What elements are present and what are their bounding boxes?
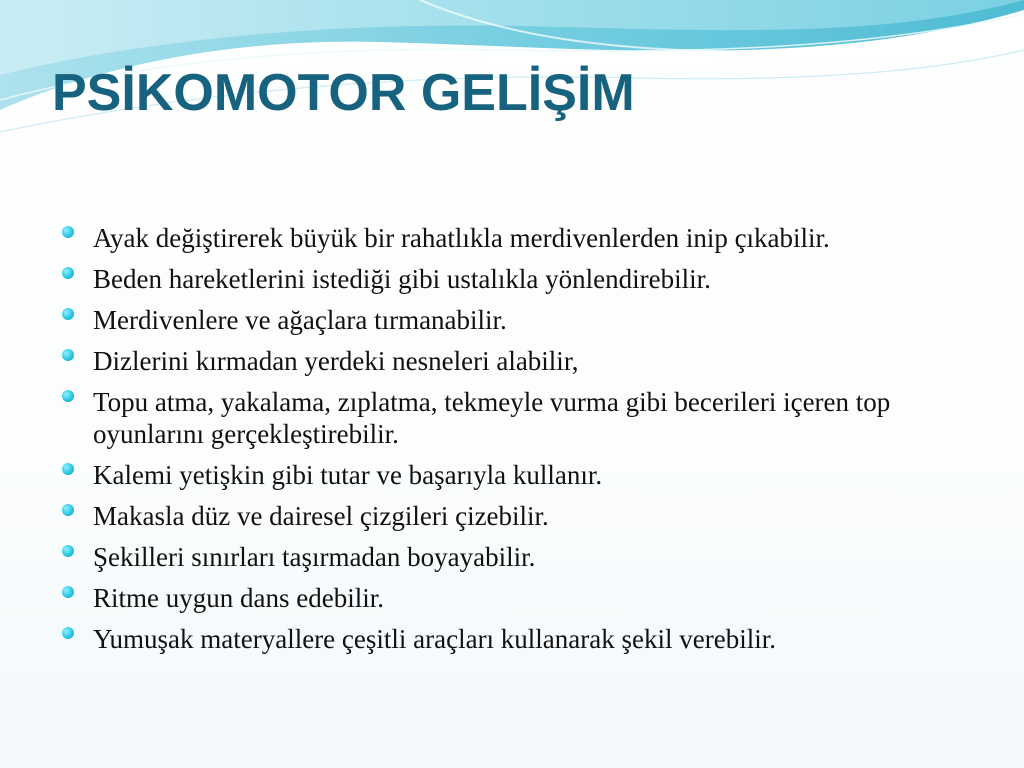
list-item <box>62 386 962 450</box>
list-item-text: Dizlerini kırmadan yerdeki nesneleri alabilir, <box>93 346 579 376</box>
list-item <box>62 500 962 532</box>
bullet-dot-icon <box>62 349 74 361</box>
bullet-dot-icon <box>62 308 74 320</box>
bullet-dot-icon <box>62 545 74 557</box>
bullet-dot-icon <box>62 463 74 475</box>
list-item <box>62 582 962 614</box>
bullet-dot-icon <box>62 586 74 598</box>
list-item-text: Merdivenlere ve ağaçlara tırmanabilir. <box>93 305 507 335</box>
list-item-text: Beden hareketlerini istediği gibi ustalıkla yönlendirebilir. <box>93 264 711 294</box>
slide-title: PSİKOMOTOR GELİŞİM <box>52 64 635 122</box>
list-item-text: Topu atma, yakalama, zıplatma, tekmeyle vurma gibi becerileri içeren top oyunlarını gerçekleştirebilir. <box>93 387 891 449</box>
list-item <box>62 623 962 655</box>
list-item-text: Kalemi yetişkin gibi tutar ve başarıyla kullanır. <box>93 460 603 490</box>
list-item <box>62 222 962 254</box>
list-item-text: Yumuşak materyallere çeşitli araçları kullanarak şekil verebilir. <box>93 624 776 654</box>
list-item <box>62 541 962 573</box>
list-item-text: Ayak değiştirerek büyük bir rahatlıkla merdivenlerden inip çıkabilir. <box>93 223 830 253</box>
list-item <box>62 304 962 336</box>
list-item <box>62 263 962 295</box>
bullet-dot-icon <box>62 226 74 238</box>
list-item <box>62 459 962 491</box>
bullet-dot-icon <box>62 627 74 639</box>
list-item-text: Ritme uygun dans edebilir. <box>93 583 384 613</box>
list-item-text: Şekilleri sınırları taşırmadan boyayabilir. <box>93 542 536 572</box>
bullet-dot-icon <box>62 267 74 279</box>
list-item <box>62 345 962 377</box>
bullet-dot-icon <box>62 390 74 402</box>
list-item-text: Makasla düz ve dairesel çizgileri çizebilir. <box>93 501 549 531</box>
bullet-list <box>62 222 962 664</box>
bullet-dot-icon <box>62 504 74 516</box>
